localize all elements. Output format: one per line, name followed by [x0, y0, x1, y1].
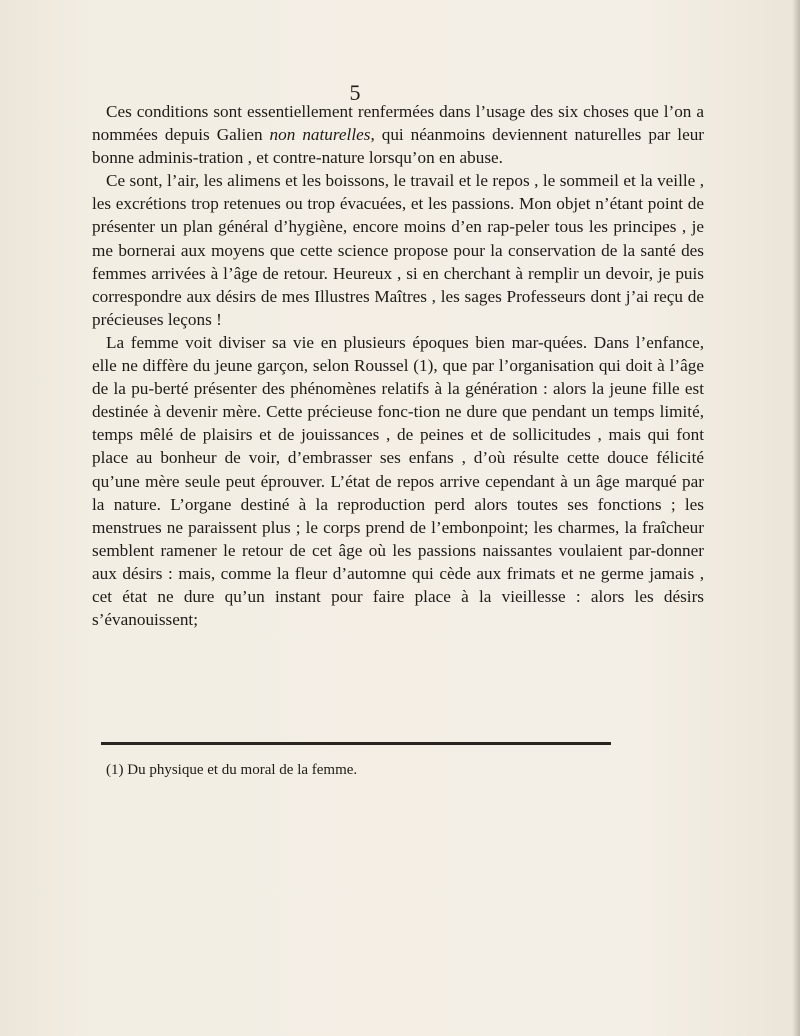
paragraph-2-text: Ce sont, l’air, les alimens et les boissons, le travail et le repos , le sommeil et la veille , les excrétions trop retenues ou trop évacuées, et les passions. Mon objet n’étant point de présenter un plan général d’hygiène, encore moins d’en rap-peler tous les principes , je me bornerai aux moyens que cette science propose pour la conservation de la santé des femmes arrivées à l’âge de retour. Heureux , si en cherchant à remplir un devoir, je puis correspondre aux désirs de mes Illustres Maîtres , les sages Professeurs dont j’ai reçu de précieuses leçons ! [92, 171, 704, 329]
paragraph-1-text-a: Ces conditions sont essentiellement renfermées dans l’usage des six choses que l’on a nommées depuis Galien [92, 102, 704, 145]
paragraph-1-italic: non naturelles [269, 125, 371, 145]
footnote: (1) Du physique et du moral de la femme. [106, 762, 358, 778]
paragraph-1 [92, 100, 704, 169]
page-edge-shadow [792, 0, 800, 1036]
body-text [92, 100, 704, 631]
page-number: 5 [349, 80, 361, 105]
paragraph-3-text: La femme voit diviser sa vie en plusieurs époques bien mar-quées. Dans l’enfance, elle ne diffère du jeune garçon, selon Roussel (1), que par l’organisation qui doit à l’âge de la pu-berté présenter des phénomènes relatifs à la génération : alors la jeune fille est destinée à devenir mère. Cette précieuse fonc-tion ne dure que pendant un temps limité, temps mêlé de plaisirs et de jouissances , de peines et de sollicitudes , mais qui font place au bonheur de voir, d’embrasser ses enfans , d’où résulte cette douce félicité qu’une mère seule peut éprouver. L’état de repos arrive cependant à un âge marqué par la nature. L’organe destiné à la reproduction perd alors toutes ses fonctions ; les menstrues ne paraissent plus ; le corps prend de l’embonpoint; les charmes, la fraîcheur semblent ramener le retour de cet âge où les passions naissantes voulaient par-donner aux désirs : mais, comme la fleur d’automne qui cède aux frimats et ne germe jamais , cet état ne dure qu’un instant pour faire place à la vieillesse : alors les désirs s’évanouissent; [92, 332, 704, 630]
footnote-divider [101, 742, 611, 745]
paragraph-2 [92, 169, 704, 331]
paragraph-1-text-b: , qui néanmoins deviennent naturelles par leur bonne adminis-tration , et contre-nature lorsqu’on en abuse. [92, 125, 705, 168]
paragraph-3 [92, 331, 704, 631]
